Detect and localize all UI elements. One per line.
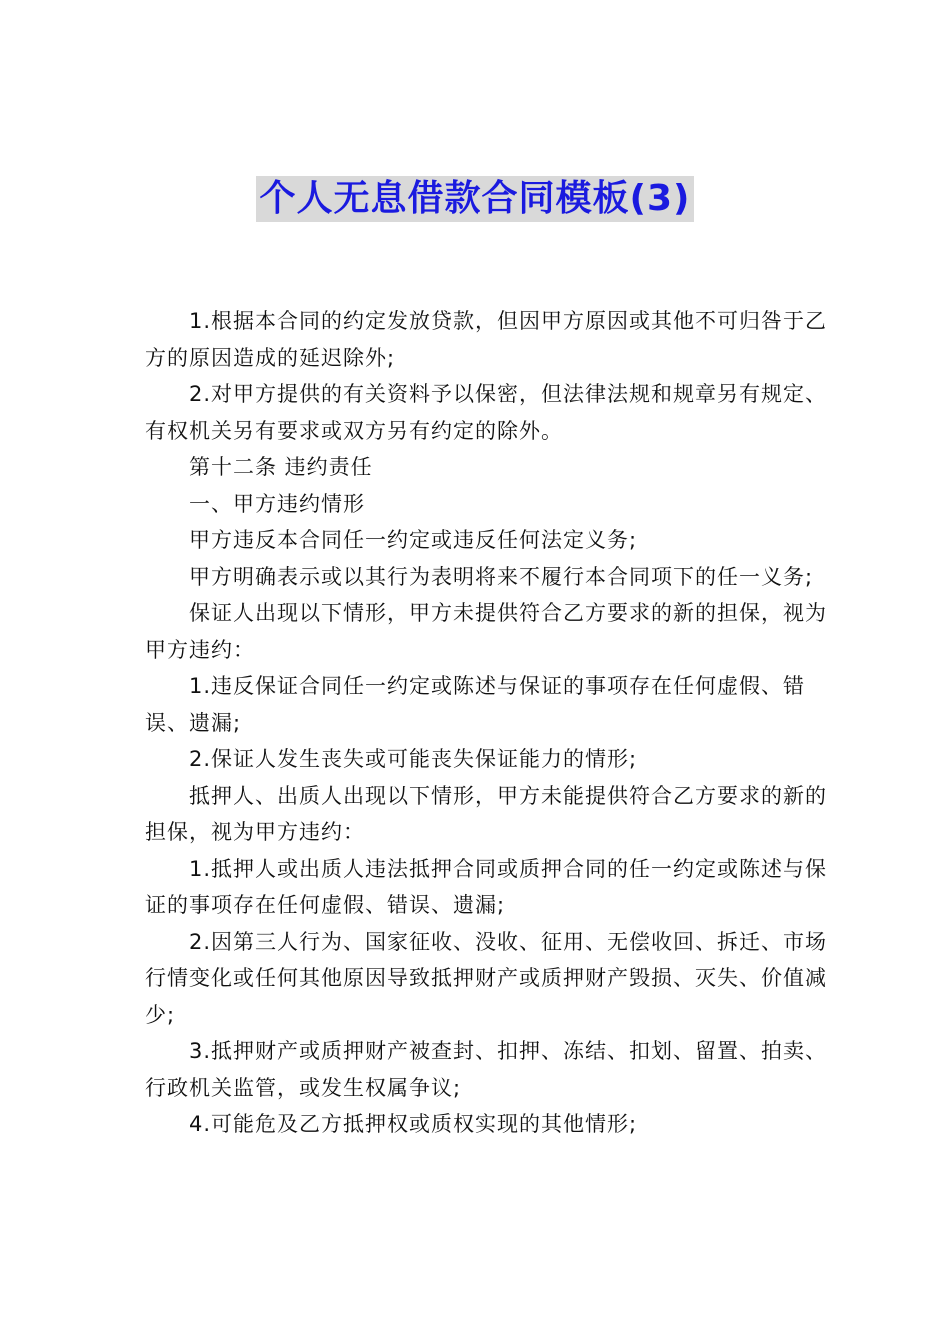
paragraph: 1.根据本合同的约定发放贷款，但因甲方原因或其他不可归咎于乙方的原因造成的延迟除外; — [145, 309, 828, 370]
paragraph: 1.抵押人或出质人违法抵押合同或质押合同的任一约定或陈述与保证的事项存在任何虚假、错误、遗漏; — [145, 856, 828, 917]
title-container — [0, 176, 950, 222]
section-heading: 第十二条 违约责任 — [189, 455, 373, 479]
subsection-heading: 一、甲方违约情形 — [189, 491, 365, 516]
paragraph: 甲方违反本合同任一约定或违反任何法定义务; — [189, 528, 638, 552]
paragraph: 2.因第三人行为、国家征收、没收、征用、无偿收回、拆迁、市场行情变化或任何其他原因导致抵押财产或质押财产毁损、灭失、价值减少; — [145, 929, 828, 1027]
paragraph: 2.对甲方提供的有关资料予以保密，但法律法规和规章另有规定、有权机关另有要求或双方另有约定的除外。 — [145, 382, 828, 443]
paragraph: 2.保证人发生丧失或可能丧失保证能力的情形; — [189, 747, 638, 771]
paragraph: 保证人出现以下情形，甲方未提供符合乙方要求的新的担保，视为甲方违约： — [145, 601, 827, 662]
page-title: 个人无息借款合同模板(3) — [256, 176, 695, 222]
paragraph: 3.抵押财产或质押财产被查封、扣押、冻结、扣划、留置、拍卖、行政机关监管，或发生权属争议; — [145, 1039, 828, 1100]
paragraph: 抵押人、出质人出现以下情形，甲方未能提供符合乙方要求的新的担保，视为甲方违约： — [145, 783, 827, 844]
paragraph: 1.违反保证合同任一约定或陈述与保证的事项存在任何虚假、错误、遗漏; — [145, 674, 806, 735]
paragraph: 4.可能危及乙方抵押权或质权实现的其他情形; — [189, 1112, 638, 1136]
document-body — [145, 303, 835, 1143]
paragraph: 甲方明确表示或以其行为表明将来不履行本合同项下的任一义务; — [189, 564, 814, 589]
